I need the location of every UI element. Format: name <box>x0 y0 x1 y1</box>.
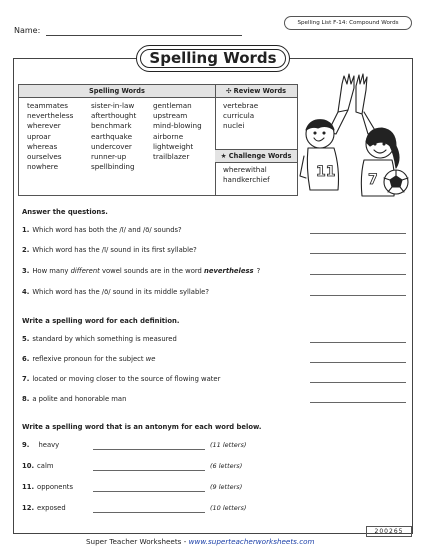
question-7 <box>22 375 220 383</box>
question-1 <box>22 226 182 234</box>
word-table <box>18 84 298 196</box>
spelling-col-3 <box>153 101 202 162</box>
answer-line-4[interactable] <box>310 295 406 296</box>
question-text: reflexive pronoun for the subject <box>32 355 146 363</box>
question-4 <box>22 288 209 296</box>
question-text: a polite and honorable man <box>32 395 127 403</box>
question-number: 7. <box>22 375 30 383</box>
spelling-word: nuclei <box>223 121 245 131</box>
challenge-words-header: ★ Challenge Words <box>215 149 297 163</box>
spelling-word: afterthought <box>91 111 137 121</box>
spelling-word: curricula <box>223 111 255 121</box>
answer-line-2[interactable] <box>310 253 406 254</box>
section-antonym-heading: Write a spelling word that is an antonym for each word below. <box>22 423 262 431</box>
high-five-kids-illustration <box>298 72 410 200</box>
antonym-word: opponents <box>37 483 73 491</box>
question-number: 1. <box>22 226 30 234</box>
question-text: vowel sounds are in the word <box>99 267 204 275</box>
footer <box>86 537 315 546</box>
spelling-word: wherewithal <box>223 165 267 174</box>
review-words-header: ✣ Review Words <box>215 85 297 98</box>
question-emphasis: we <box>145 355 156 363</box>
question-5 <box>22 335 177 343</box>
jersey-right-number: 7 <box>368 172 378 188</box>
spelling-word: airborne <box>153 131 184 141</box>
spelling-word: nowhere <box>27 162 59 172</box>
answer-line-1[interactable] <box>310 233 406 234</box>
question-9 <box>22 441 59 449</box>
challenge-words-list <box>223 165 270 185</box>
answer-line-11[interactable] <box>93 491 205 492</box>
spelling-word: lightweight <box>153 141 194 151</box>
answer-line-5[interactable] <box>310 342 406 343</box>
question-number: 10. <box>22 462 35 470</box>
question-2 <box>22 246 197 254</box>
spelling-col-1 <box>27 101 73 172</box>
spelling-word: nevertheless <box>27 111 74 121</box>
section-definition-heading: Write a spelling word for each definition. <box>22 317 180 325</box>
antonym-word: calm <box>37 462 54 470</box>
answer-line-3[interactable] <box>310 274 406 275</box>
question-text: Which word has both the /ī/ and /ō/ sounds? <box>32 226 182 234</box>
spelling-word: teammates <box>27 101 69 110</box>
question-8 <box>22 395 126 403</box>
spelling-word: vertebrae <box>223 101 259 110</box>
page-title-text: Spelling Words <box>149 49 277 67</box>
answer-line-9[interactable] <box>93 449 205 450</box>
spelling-words-header: Spelling Words <box>19 85 215 98</box>
question-number: 9. <box>22 441 30 449</box>
spelling-word: spellbinding <box>91 162 135 172</box>
review-words-list <box>223 101 258 132</box>
spelling-word: handkerchief <box>223 175 270 185</box>
question-number: 4. <box>22 288 30 296</box>
answer-line-8[interactable] <box>310 402 406 403</box>
question-number: 6. <box>22 355 30 363</box>
question-number: 8. <box>22 395 30 403</box>
question-3 <box>22 267 260 275</box>
answer-line-12[interactable] <box>93 512 205 513</box>
question-number: 12. <box>22 504 35 512</box>
spelling-word: uproar <box>27 131 51 141</box>
spelling-word: trailblazer <box>153 152 190 162</box>
spelling-word: sister-in-law <box>91 101 135 110</box>
name-label: Name: <box>14 26 41 35</box>
spelling-word: wherever <box>27 121 61 131</box>
spelling-word: ourselves <box>27 152 62 162</box>
spelling-word: gentleman <box>153 101 192 110</box>
spelling-list-tag: Spelling List F-14: Compound Words <box>284 16 412 30</box>
antonym-word: heavy <box>38 441 60 449</box>
spelling-word: undercover <box>91 141 132 151</box>
question-keyword: nevertheless <box>204 267 254 275</box>
letter-hint-10: (6 letters) <box>210 462 243 470</box>
question-text: Which word has the /ī/ sound in its first syllable? <box>32 246 197 254</box>
question-text: How many <box>32 267 71 275</box>
spelling-word: mind-blowing <box>153 121 202 131</box>
answer-line-7[interactable] <box>310 382 406 383</box>
section-answer-heading: Answer the questions. <box>22 208 108 216</box>
question-10 <box>22 462 53 470</box>
spelling-col-2 <box>91 101 136 172</box>
antonym-word: exposed <box>37 504 66 512</box>
footer-url-link[interactable]: www.superteacherworksheets.com <box>188 537 315 546</box>
letter-hint-12: (10 letters) <box>210 504 247 512</box>
question-emphasis: different <box>70 267 100 275</box>
name-input-line[interactable] <box>46 35 242 36</box>
question-text: standard by which something is measured <box>32 335 177 343</box>
question-number: 11. <box>22 483 35 491</box>
question-number: 5. <box>22 335 30 343</box>
page-title <box>136 45 290 72</box>
spelling-word: upstream <box>153 111 188 121</box>
answer-line-10[interactable] <box>93 470 205 471</box>
worksheet-code: 200265 <box>366 526 412 537</box>
question-number: 3. <box>22 267 30 275</box>
question-6 <box>22 355 156 363</box>
footer-prefix: Super Teacher Worksheets - <box>86 537 189 546</box>
jersey-left-number: 11 <box>316 164 336 180</box>
spelling-word: whereas <box>27 141 58 151</box>
question-12 <box>22 504 66 512</box>
spelling-word: runner-up <box>91 152 127 162</box>
letter-hint-11: (9 letters) <box>210 483 243 491</box>
question-number: 2. <box>22 246 30 254</box>
question-11 <box>22 483 73 491</box>
question-text: located or moving closer to the source of flowing water <box>32 375 221 383</box>
table-divider <box>215 85 216 195</box>
question-text: Which word has the /ō/ sound in its middle syllable? <box>32 288 209 296</box>
question-text: ? <box>256 267 261 275</box>
spelling-word: earthquake <box>91 131 133 141</box>
letter-hint-9: (11 letters) <box>210 441 247 449</box>
spelling-word: benchmark <box>91 121 132 131</box>
answer-line-6[interactable] <box>310 362 406 363</box>
